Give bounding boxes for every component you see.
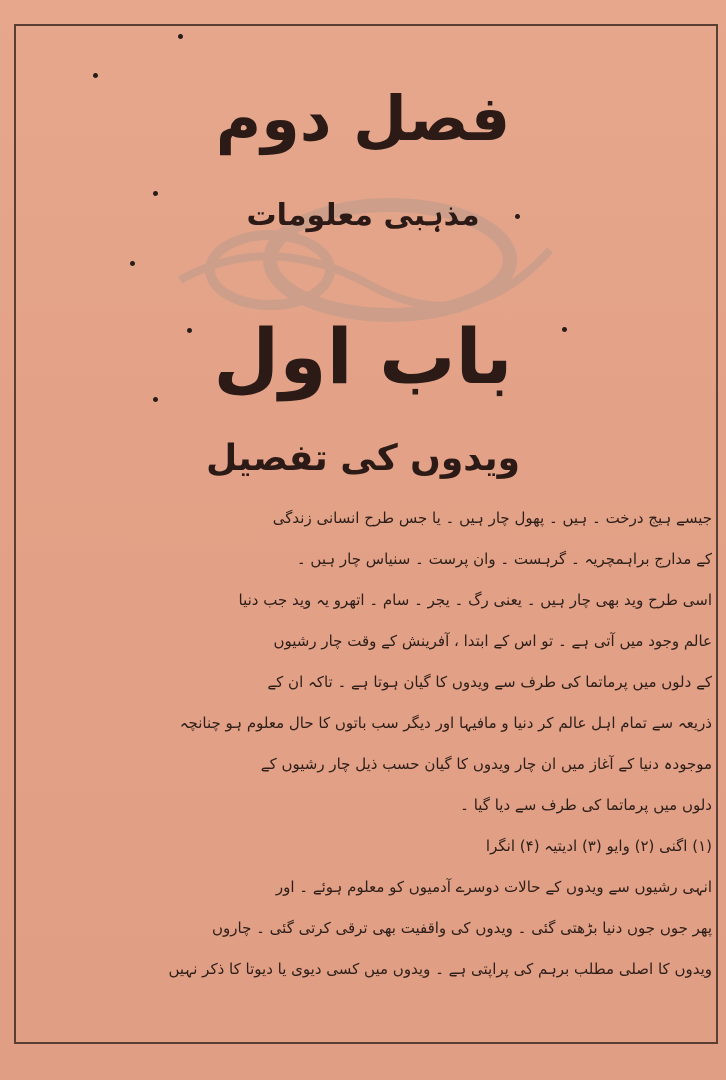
text-line: انہی رشیوں سے ویدوں کے حالات دوسرے آدمیوں کو معلوم ہوئے ۔ اور	[275, 878, 712, 896]
text-line: پھر جوں جوں دنیا بڑھتی گئی ۔ ویدوں کی واقفیت بھی ترقی کرتی گئی ۔ چاروں	[212, 919, 712, 937]
text-line: کے دلوں میں پرماتما کی طرف سے ویدوں کا گیان ہوتا ہے ۔ تاکہ ان کے	[267, 673, 712, 691]
ink-dot	[93, 73, 98, 78]
topic-heading: ویدوں کی تفصیل	[206, 438, 520, 479]
text-line: موجودہ دنیا کے آغاز میں ان چار ویدوں کا گیان حسب ذیل چار رشیوں کے	[260, 755, 712, 773]
chapter-heading: فصل دوم	[215, 82, 511, 155]
text-line: دلوں میں پرماتما کی طرف سے دیا گیا ۔	[460, 796, 712, 814]
ink-dot	[178, 34, 183, 39]
ink-dot	[153, 191, 158, 196]
ink-dot	[130, 261, 135, 266]
text-line: ویدوں کا اصلی مطلب برہم کی پراپتی ہے ۔ ویدوں میں کسی دیوی یا دیوتا کا ذکر نہیں	[168, 960, 712, 978]
part-heading: باب اول	[213, 312, 513, 401]
text-line: (۱) اگنی (۲) وایو (۳) ادیتیہ (۴) انگرا	[485, 837, 712, 855]
text-line: عالم وجود میں آتی ہے ۔ تو اس کے ابتدا ، آفرینش کے وقت چار رشیوں	[273, 632, 712, 650]
text-line: کے مدارج براہمچریہ ۔ گرہست ۔ وان پرست ۔ سنیاس چار ہیں ۔	[296, 550, 712, 568]
text-line: اسی طرح وید بھی چار ہیں ۔ یعنی رگ ۔ یجر ۔ سام ۔ اتھرو یہ وید جب دنیا	[238, 591, 712, 609]
body-text	[6, 498, 712, 990]
text-line: جیسے ہیج درخت ۔ ہیں ۔ پھول چار ہیں ۔ یا جس طرح انسانی زندگی	[272, 509, 712, 527]
text-line: ذریعہ سے تمام اہل عالم کر دنیا و مافیہا اور دیگر سب باتوں کا حال معلوم ہو چنانچہ	[179, 714, 712, 732]
section-subtitle: مذہبی معلومات	[246, 198, 480, 233]
